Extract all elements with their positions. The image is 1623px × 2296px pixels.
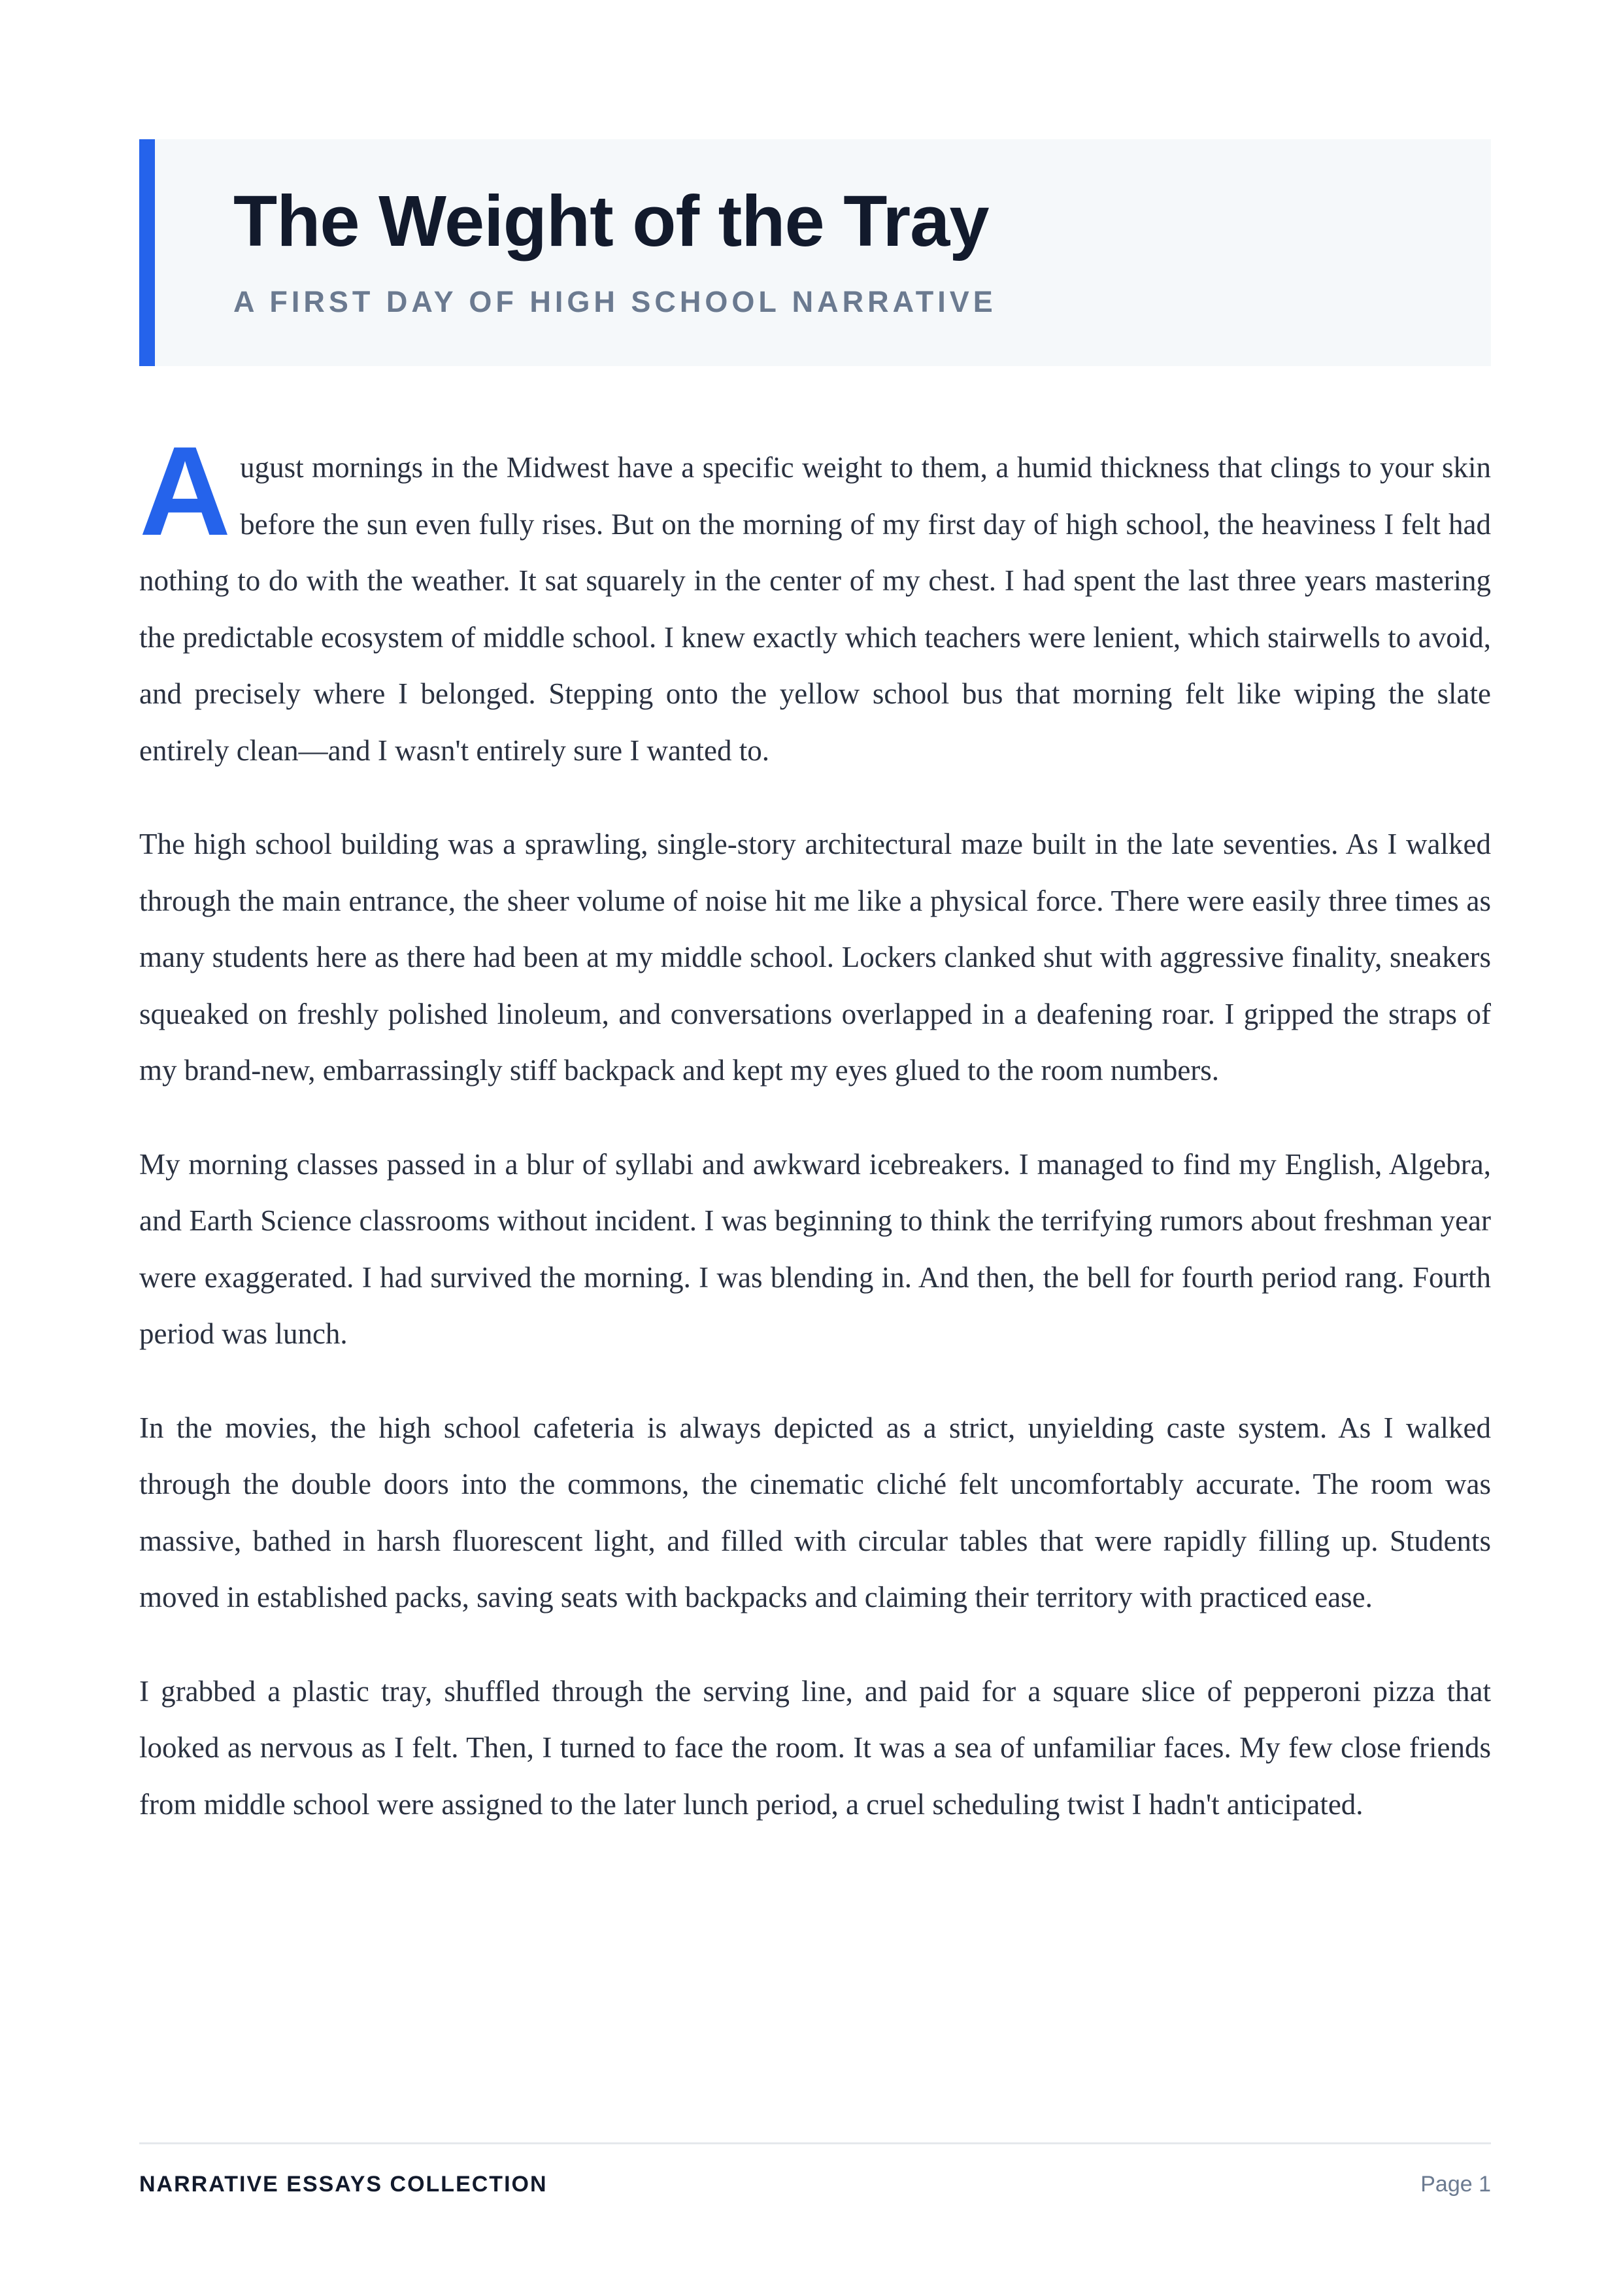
essay-body (139, 420, 1491, 1870)
footer-divider (139, 2142, 1491, 2144)
paragraph-3: My morning classes passed in a blur of syllabi and awkward icebreakers. I managed to find my English, Algebra, and Earth Science classrooms without incident. I was beginning to think the terrifying rumors about freshman year were exaggerated. I had survived the morning. I was blending in. And then, the bell for fourth period rang. Fourth period was lunch. (139, 1147, 1491, 1350)
page-subtitle: A FIRST DAY OF HIGH SCHOOL NARRATIVE (233, 285, 997, 318)
footer-collection-name: NARRATIVE ESSAYS COLLECTION (139, 2172, 548, 2197)
title-banner (139, 139, 1491, 366)
paragraph-1-text: ugust mornings in the Midwest have a specific weight to them, a humid thickness that clings to your skin before the sun even fully rises. But on the morning of my first day of high school, the heaviness I felt had nothing to do with the weather. It sat squarely in the center of my chest. I had spent the last three years mastering the predictable ecosystem of middle school. I knew exactly which teachers were lenient, which stairwells to avoid, and precisely where I belonged. Stepping onto the yellow school bus that morning felt like wiping the slate entirely clean—and I wasn't entirely sure I wanted to. (139, 451, 1491, 767)
page-title: The Weight of the Tray (233, 181, 989, 262)
paragraph-4: In the movies, the high school cafeteria is always depicted as a strict, unyielding caste system. As I walked through the double doors into the commons, the cinematic cliché felt uncomfortably accurate. The room was massive, bathed in harsh fluorescent light, and filled with circular tables that were rapidly filling up. Students moved in established packs, saving seats with backpacks and claiming their territory with practiced ease. (139, 1411, 1491, 1613)
drop-cap: A (139, 420, 231, 562)
paragraph-1 (139, 420, 1491, 779)
paragraph-2: The high school building was a sprawling, single-story architectural maze built in the late seventies. As I walked through the main entrance, the sheer volume of noise hit me like a physical force. There were easily three times as many students here as there had been at my middle school. Lockers clanked shut with aggressive finality, sneakers squeaked on freshly polished linoleum, and conversations overlapped in a deafening roar. I gripped the straps of my brand-new, embarrassingly stiff backpack and kept my eyes glued to the room numbers. (139, 828, 1491, 1087)
page-number: Page 1 (1420, 2172, 1491, 2197)
paragraph-5: I grabbed a plastic tray, shuffled through the serving line, and paid for a square slice of pepperoni pizza that looked as nervous as I felt. Then, I turned to face the room. It was a sea of unfamiliar faces. My few close friends from middle school were assigned to the later lunch period, a cruel scheduling twist I hadn't anticipated. (139, 1674, 1491, 1821)
